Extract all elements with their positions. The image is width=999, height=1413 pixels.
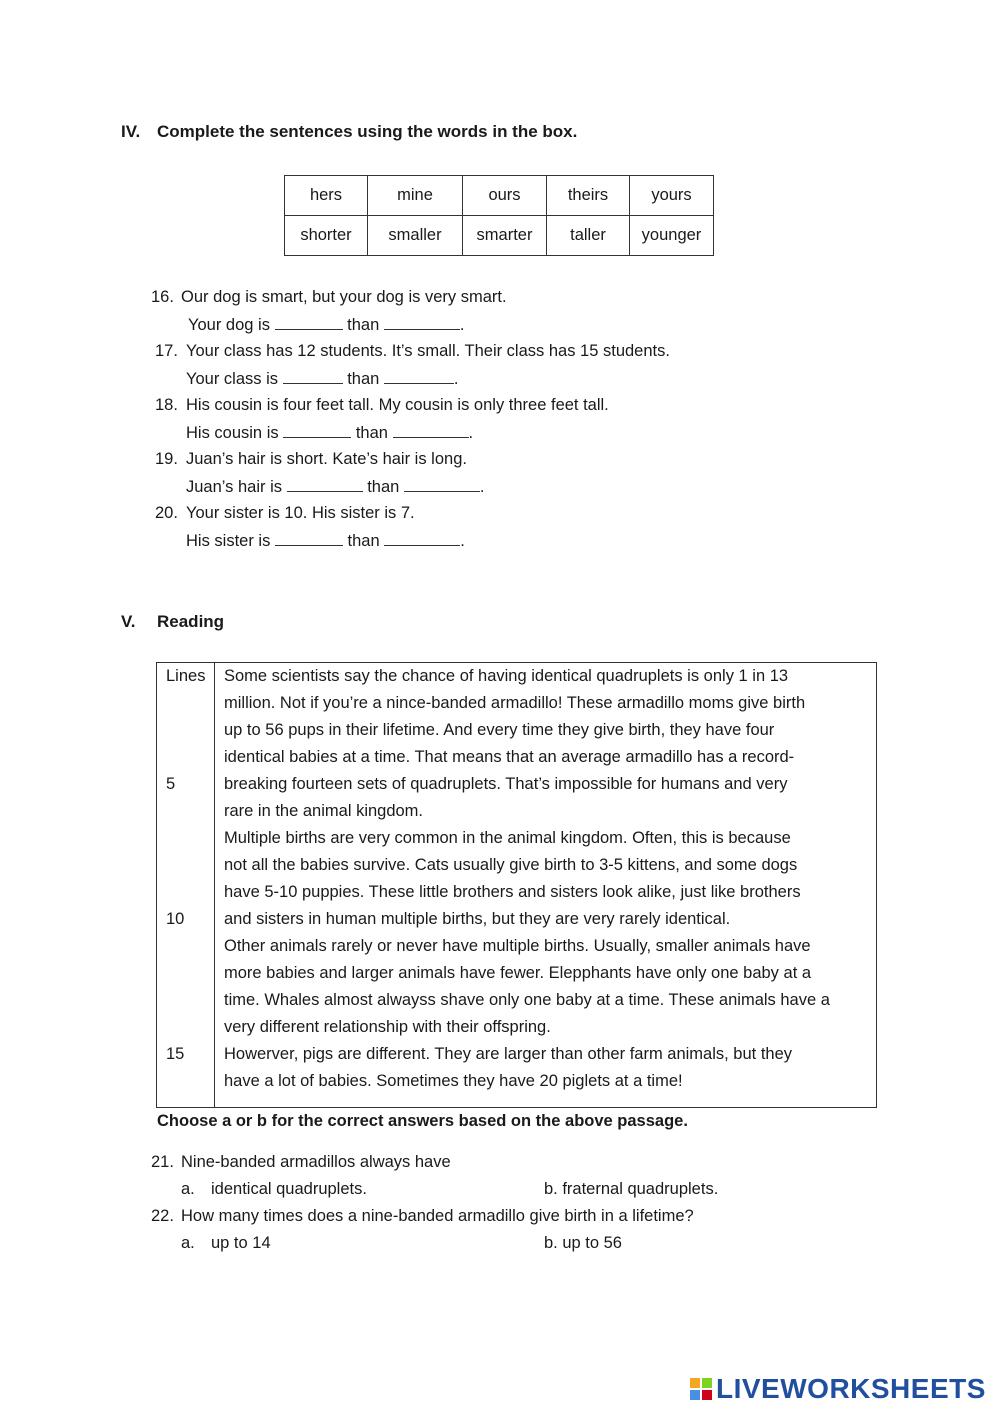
reading-passage-box xyxy=(156,662,877,1108)
question-20-answer-line xyxy=(186,531,465,551)
passage-line: have a lot of babies. Sometimes they have 20 piglets at a time! xyxy=(224,1072,683,1090)
answer-prefix: Juan’s hair is xyxy=(186,478,282,496)
logo-block xyxy=(690,1390,700,1400)
word-box-cell: yours xyxy=(630,176,714,216)
question-22-option-a[interactable]: up to 14 xyxy=(211,1234,271,1252)
passage-line: very different relationship with their offspring. xyxy=(224,1018,551,1036)
answer-end: . xyxy=(453,370,459,388)
word-box xyxy=(284,175,714,256)
answer-end: . xyxy=(479,478,485,496)
question-16-number: 16. xyxy=(151,288,174,306)
logo-text: LIVEWORKSHEETS xyxy=(716,1373,986,1404)
word-box-cell: ours xyxy=(463,176,547,216)
logo-block xyxy=(702,1390,712,1400)
question-19-number: 19. xyxy=(155,450,178,468)
word-box-cell: younger xyxy=(630,216,714,256)
passage-line: breaking fourteen sets of quadruplets. That’s impossible for humans and very xyxy=(224,775,788,793)
line-label: 15 xyxy=(166,1045,185,1063)
question-18-sentence: His cousin is four feet tall. My cousin is only three feet tall. xyxy=(186,396,609,414)
line-label xyxy=(166,1014,211,1041)
question-20-number: 20. xyxy=(155,504,178,522)
passage-line: rare in the animal kingdom. xyxy=(224,802,424,820)
passage-text xyxy=(224,663,872,1095)
question-17-number: 17. xyxy=(155,342,178,360)
question-22-option-a-label: a. xyxy=(181,1234,195,1252)
answer-blank[interactable] xyxy=(404,477,480,492)
column-divider xyxy=(214,663,215,1107)
answer-blank[interactable] xyxy=(275,531,343,546)
answer-prefix: Your dog is xyxy=(188,316,270,334)
answer-prefix: Your class is xyxy=(186,370,279,388)
line-label xyxy=(166,825,211,852)
section-5-number: V. xyxy=(121,612,136,631)
question-17-answer-line xyxy=(186,369,459,389)
line-label xyxy=(166,690,211,717)
answer-blank[interactable] xyxy=(384,369,454,384)
word-box-cell: hers xyxy=(285,176,368,216)
answer-prefix: His sister is xyxy=(186,532,271,550)
passage-line: Howerver, pigs are different. They are larger than other farm animals, but they xyxy=(224,1045,793,1063)
question-16-sentence: Our dog is smart, but your dog is very smart. xyxy=(181,288,507,306)
passage-line: have 5-10 puppies. These little brothers and sisters look alike, just like brothers xyxy=(224,883,801,901)
answer-end: . xyxy=(468,424,474,442)
section-4-number: IV. xyxy=(121,122,141,141)
question-18-number: 18. xyxy=(155,396,178,414)
passage-line: Multiple births are very common in the animal kingdom. Often, this is because xyxy=(224,829,791,847)
answer-than: than xyxy=(355,424,388,442)
liveworksheets-logo xyxy=(690,1372,986,1406)
logo-blocks-icon xyxy=(690,1378,712,1400)
line-label xyxy=(166,879,211,906)
passage-line: and sisters in human multiple births, but they are very rarely identical. xyxy=(224,910,731,928)
passage-line: more babies and larger animals have fewer. Elepphants have only one baby at a xyxy=(224,964,812,982)
question-21-number: 21. xyxy=(151,1153,174,1171)
question-18-answer-line xyxy=(186,423,473,443)
word-box-cell: smaller xyxy=(368,216,463,256)
answer-end: . xyxy=(459,316,465,334)
section-4-title: Complete the sentences using the words in the box. xyxy=(157,122,578,141)
passage-line: million. Not if you’re a nince-banded armadillo! These armadillo moms give birth xyxy=(224,694,806,712)
question-22-option-b[interactable]: b. up to 56 xyxy=(544,1234,622,1252)
question-22-text: How many times does a nine-banded armadillo give birth in a lifetime? xyxy=(181,1207,694,1225)
answer-blank[interactable] xyxy=(283,423,351,438)
section-5-title: Reading xyxy=(157,612,225,631)
answer-blank[interactable] xyxy=(384,531,460,546)
answer-than: than xyxy=(347,316,380,334)
line-number-column xyxy=(166,663,211,1095)
question-21-option-b[interactable]: b. fraternal quadruplets. xyxy=(544,1180,719,1198)
logo-block xyxy=(702,1378,712,1388)
answer-prefix: His cousin is xyxy=(186,424,279,442)
line-label xyxy=(166,960,211,987)
answer-end: . xyxy=(460,532,465,550)
question-21-option-a[interactable]: identical quadruplets. xyxy=(211,1180,367,1198)
passage-line: Other animals rarely or never have multiple births. Usually, smaller animals have xyxy=(224,937,811,955)
question-19-sentence: Juan’s hair is short. Kate’s hair is long. xyxy=(186,450,467,468)
line-label: 5 xyxy=(166,775,176,793)
word-box-cell: taller xyxy=(547,216,630,256)
answer-blank[interactable] xyxy=(384,315,460,330)
question-20-sentence: Your sister is 10. His sister is 7. xyxy=(186,504,415,522)
line-label xyxy=(166,744,211,771)
question-17-sentence: Your class has 12 students. It’s small. Their class has 15 students. xyxy=(186,342,670,360)
word-box-row xyxy=(285,216,714,256)
line-label xyxy=(166,933,211,960)
answer-blank[interactable] xyxy=(287,477,363,492)
line-label xyxy=(166,798,211,825)
answer-blank[interactable] xyxy=(275,315,343,330)
passage-line: not all the babies survive. Cats usually give birth to 3-5 kittens, and some dogs xyxy=(224,856,798,874)
passage-line: identical babies at a time. That means that an average armadillo has a record- xyxy=(224,748,795,766)
answer-than: than xyxy=(347,370,380,388)
passage-line: up to 56 pups in their lifetime. And every time they give birth, they have four xyxy=(224,721,775,739)
passage-line: Some scientists say the chance of having identical quadruplets is only 1 in 13 xyxy=(224,667,789,685)
question-16-answer-line xyxy=(188,315,464,335)
question-21-text: Nine-banded armadillos always have xyxy=(181,1153,451,1171)
logo-block xyxy=(690,1378,700,1388)
line-label: Lines xyxy=(166,667,206,685)
answer-than: than xyxy=(367,478,400,496)
answer-than: than xyxy=(347,532,380,550)
answer-blank[interactable] xyxy=(393,423,469,438)
question-21-option-a-label: a. xyxy=(181,1180,195,1198)
question-22-number: 22. xyxy=(151,1207,174,1225)
word-box-cell: theirs xyxy=(547,176,630,216)
line-label xyxy=(166,852,211,879)
question-19-answer-line xyxy=(186,477,485,497)
line-label: 10 xyxy=(166,910,185,928)
answer-blank[interactable] xyxy=(283,369,343,384)
line-label xyxy=(166,1068,211,1095)
word-box-row xyxy=(285,176,714,216)
reading-instruction: Choose a or b for the correct answers based on the above passage. xyxy=(157,1112,688,1130)
line-label xyxy=(166,987,211,1014)
word-box-cell: shorter xyxy=(285,216,368,256)
line-label xyxy=(166,717,211,744)
word-box-cell: smarter xyxy=(463,216,547,256)
word-box-cell: mine xyxy=(368,176,463,216)
passage-line: time. Whales almost alwayss shave only one baby at a time. These animals have a xyxy=(224,991,830,1009)
